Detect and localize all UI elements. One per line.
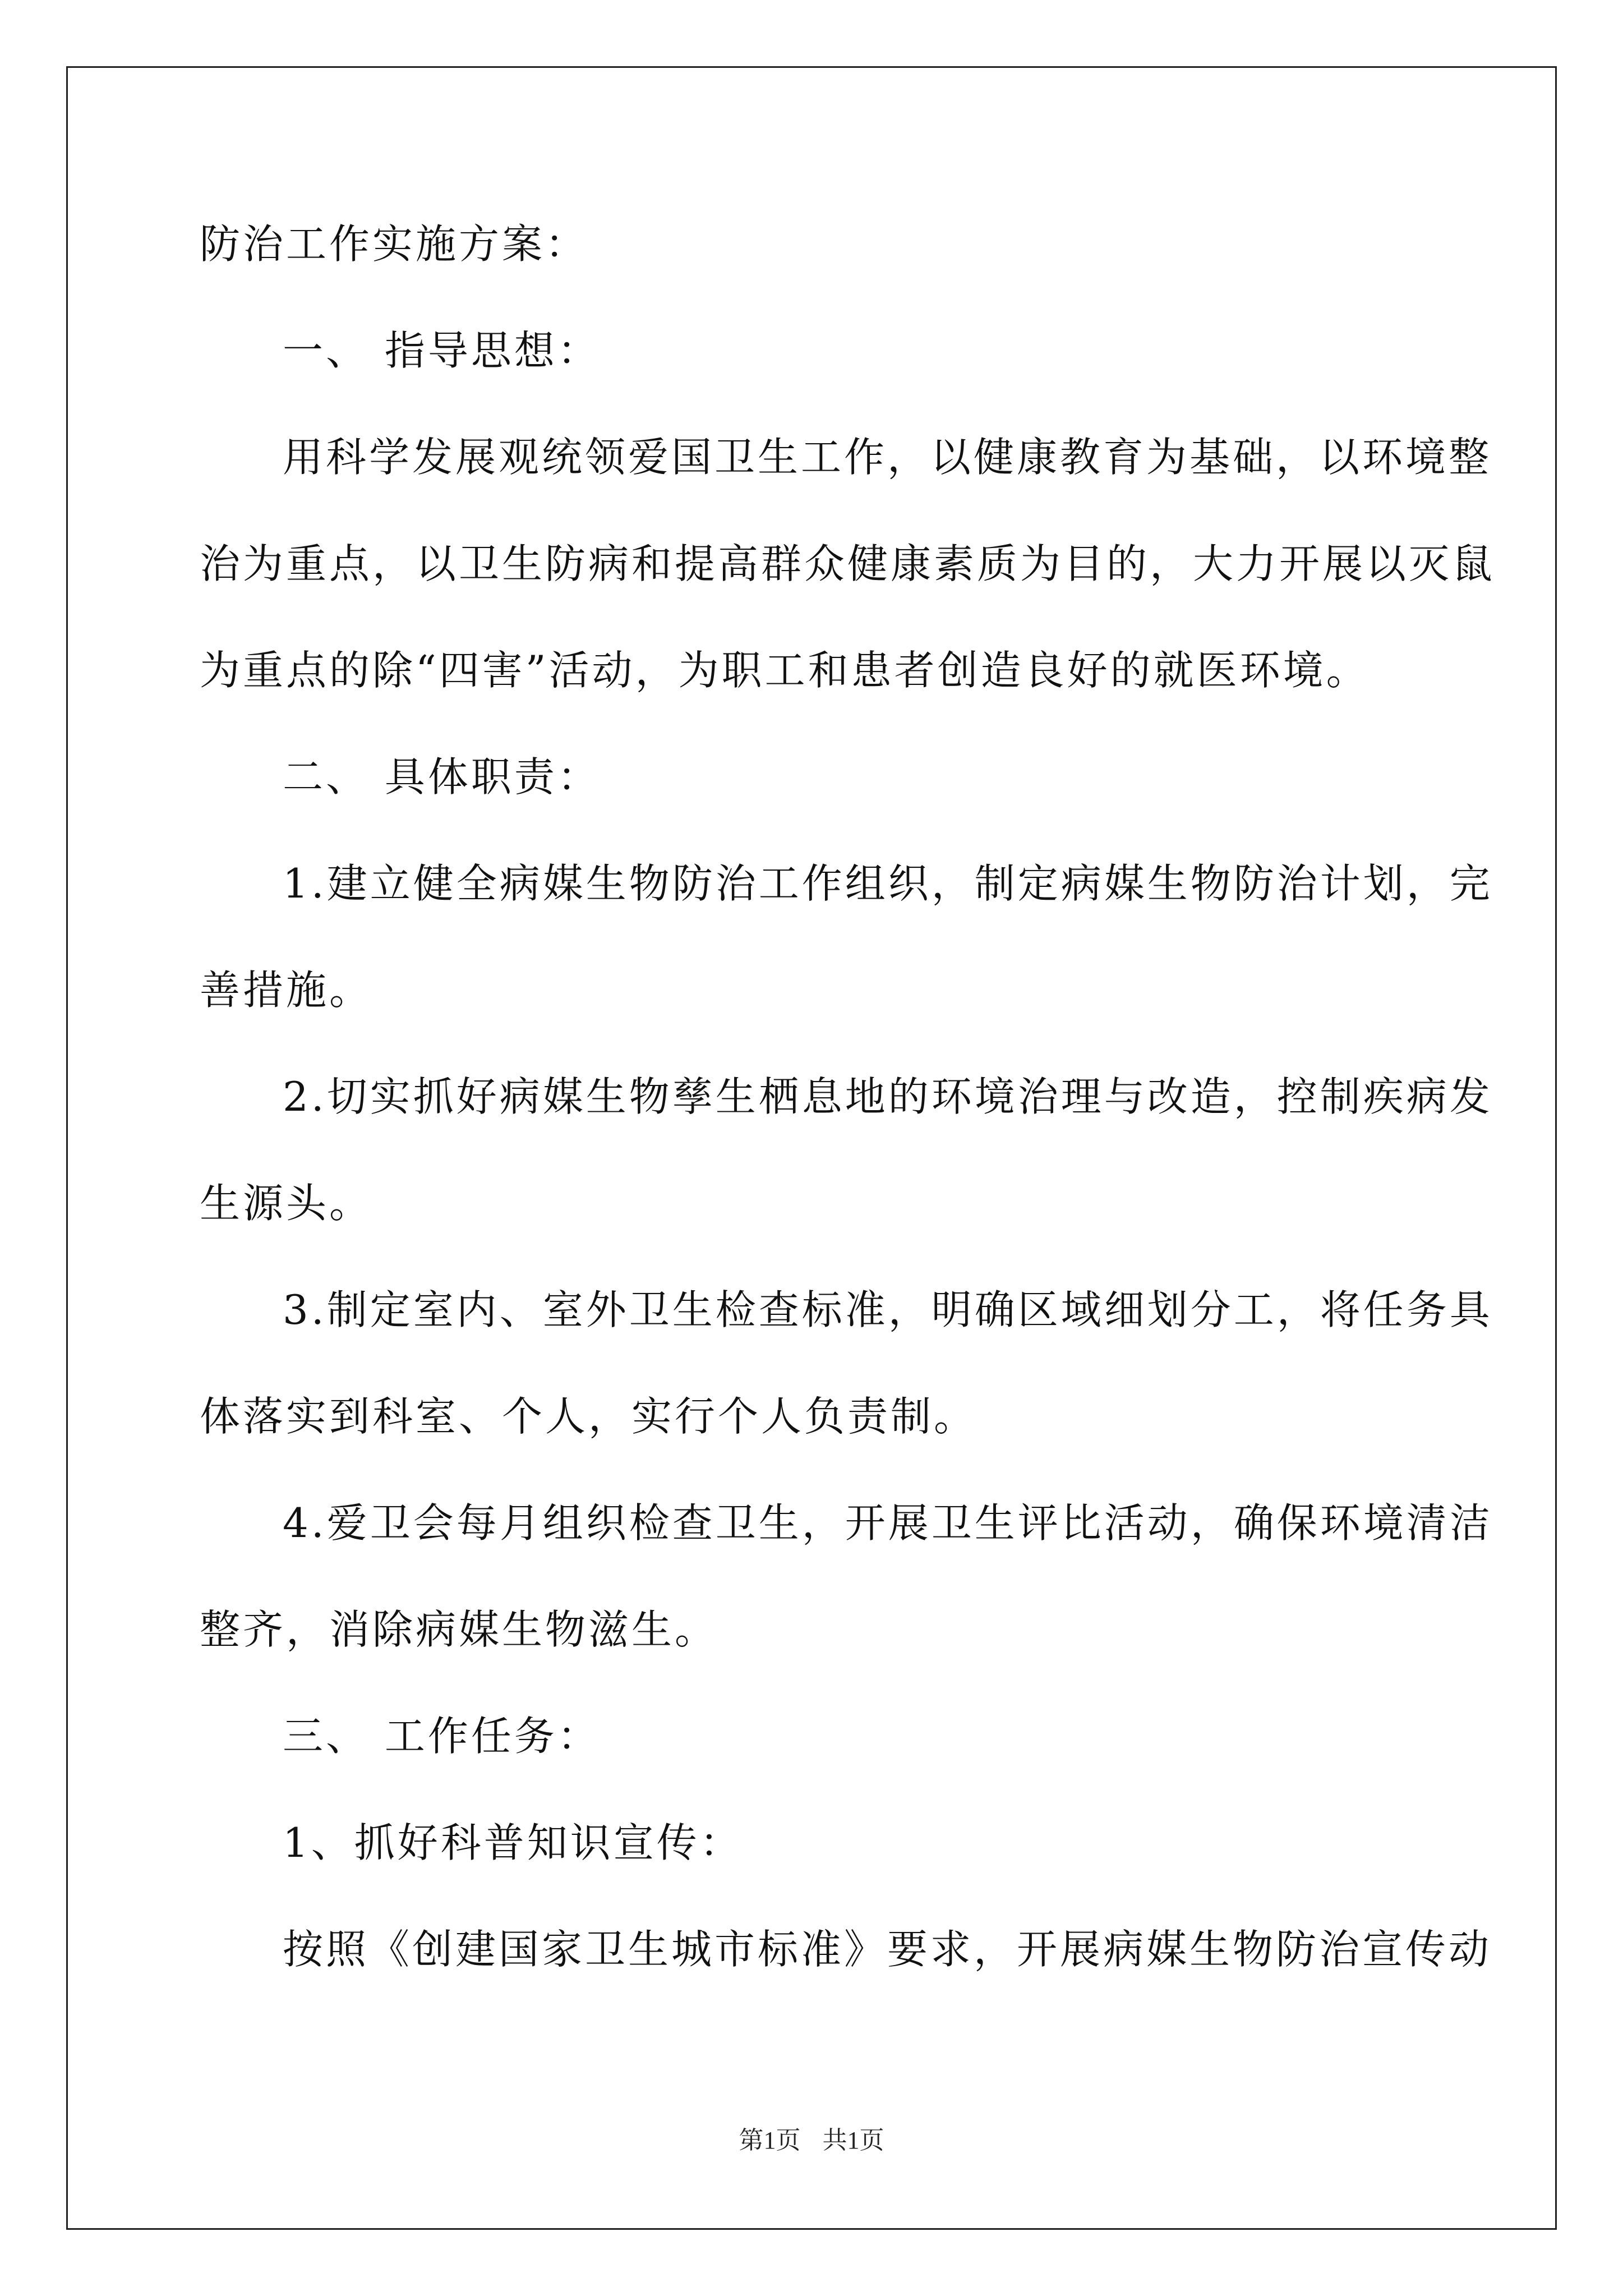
section-heading-3: 三、 工作任务： bbox=[283, 1713, 601, 1760]
paragraph-line: 2.切实抓好病媒生物孳生栖息地的环境治理与改造，控制疾病发 bbox=[283, 1073, 1493, 1120]
paragraph-line: 4.爱卫会每月组织检查卫生，开展卫生评比活动，确保环境清洁 bbox=[283, 1499, 1493, 1547]
paragraph-line: 按照《创建国家卫生城市标准》要求，开展病媒生物防治宣传动 bbox=[283, 1926, 1492, 1973]
page-border bbox=[66, 66, 1557, 2230]
heading-plan-title: 防治工作实施方案： bbox=[200, 220, 589, 268]
section-heading-1: 一、 指导思想： bbox=[283, 327, 601, 374]
paragraph-line: 生源头。 bbox=[200, 1180, 373, 1227]
paragraph-line: 为重点的除“四害”活动，为职工和患者创造良好的就医环境。 bbox=[200, 647, 1370, 694]
paragraph-line: 治为重点，以卫生防病和提高群众健康素质为目的，大力开展以灭鼠 bbox=[200, 540, 1496, 587]
paragraph-line: 3.制定室内、室外卫生检查标准，明确区域细划分工，将任务具 bbox=[283, 1286, 1493, 1333]
paragraph-line: 体落实到科室、个人，实行个人负责制。 bbox=[200, 1393, 978, 1440]
paragraph-line: 整齐，消除病媒生物滋生。 bbox=[200, 1606, 718, 1653]
paragraph-line: 1.建立健全病媒生物防治工作组织，制定病媒生物防治计划，完 bbox=[283, 860, 1493, 907]
paragraph-line: 用科学发展观统领爱国卫生工作，以健康教育为基础，以环境整 bbox=[283, 434, 1492, 481]
subsection-heading: 1、抓好科普知识宣传： bbox=[283, 1819, 743, 1866]
page-footer bbox=[0, 2125, 1623, 2156]
section-heading-2: 二、 具体职责： bbox=[283, 753, 601, 800]
page-total: 共1页 bbox=[822, 2127, 884, 2154]
paragraph-line: 善措施。 bbox=[200, 967, 373, 1014]
page-number: 第1页 bbox=[739, 2127, 801, 2154]
